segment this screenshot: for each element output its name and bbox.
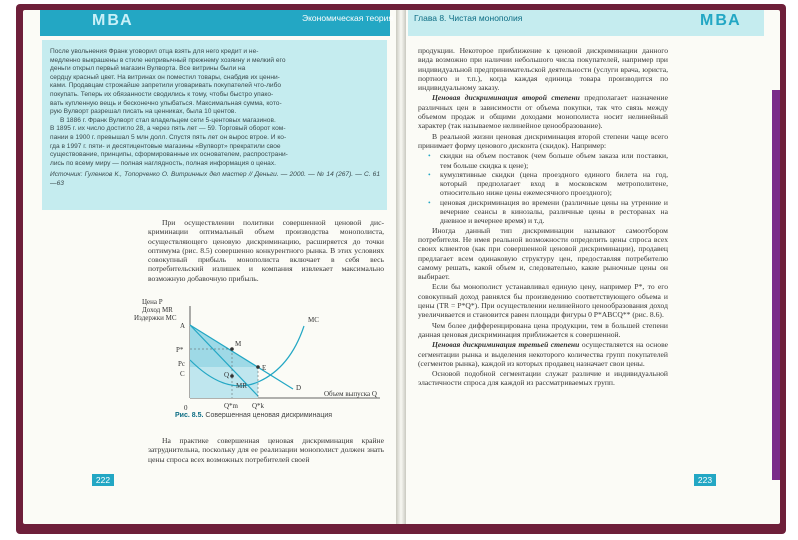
left-paragraph-2: На практике совершенная ценовая дискриминация крайне затруднительна, поскольку для ее реализации монополист должен знать цены спроса всех возможных потребителей своей [148, 436, 384, 464]
right-paragraph-7: Ценовая дискриминация третьей степени осуществляется на основе сегментации рынка и выделения некоторого количества групп покупателей (сегментов рынка), каждой из которых продавец назначает свои цены. [418, 340, 669, 368]
figure-caption: Рис. 8.5. Совершенная ценовая дискриминация [175, 412, 333, 419]
right-paragraph-8: Основой подобной сегментации служат различие и индивидуальной эластичности спроса для каждой из рассматриваемых групп. [418, 369, 668, 388]
point-q [230, 374, 234, 378]
left-header-logo: МВА [92, 12, 134, 29]
label-m: M [235, 340, 242, 348]
sidebar-box-line: В 1886 г. Франк Вулворт стал владельцем сети 5-центовых магазинов. [60, 116, 276, 124]
list-item: • скидки на объем поставок (чем больше объем заказа или поставки, тем больше скидка к цене); [438, 151, 668, 170]
sidebar-box-line: существование, принципы, сформированные их основателем, распространи- [50, 151, 288, 159]
sidebar-box-line: вать купленную вещь и бесконечно улыбаться. Максимальная сумма, кото- [50, 99, 282, 107]
sidebar-box-line: гда в 1997 г. пяти- и десятицентовые магазины «Вулворт» прекратили свое [50, 142, 281, 150]
list-item: • ценовая дискриминация во времени (различные цены на утренние и вечерние сеансы в кинозалы, различные цены в ресторанах на дневное и вечернее время) и т.д. [438, 198, 668, 226]
right-paragraph-1: продукции. Некоторое приближение к ценовой дискриминации данного вида возможно при наличии небольшого числа покупателей, например при индивидуальной предпринимательской деятельности (услуги врача, юриста, портного и т.п.), когда каждая единица товара производится по индивидуальному заказу. [418, 46, 668, 93]
book-gutter [396, 10, 406, 524]
right-running-title: Глава 8. Чистая монополия [414, 13, 523, 23]
label-q: Q [224, 371, 230, 379]
tick-qm: Q*m [224, 402, 238, 410]
sidebar-box-line: лись по всему миру — полная наглядность, полная информация о ценах. [50, 159, 276, 167]
left-page-number: 222 [92, 474, 114, 486]
origin-label: 0 [184, 404, 188, 412]
sidebar-box-line: сердцу красный цвет. На витринах он поместил товары, снабдив их ценни- [50, 73, 280, 81]
figure-8-5-chart [108, 298, 398, 416]
left-running-title: Экономическая теория [302, 13, 393, 23]
sidebar-box-line: В 1895 г. их число достигло 28, а через пять лет — 59. Торговый оборот ком- [50, 125, 286, 133]
sidebar-box-line: После увольнения Франк уговорил отца взять для него кредит и не- [50, 48, 259, 55]
tick-c: C [180, 370, 185, 378]
right-paragraph-3: В реальной жизни ценовая дискриминация второй степени чаще всего принимает форму ценового дисконта (скидок). Например: [418, 131, 668, 150]
tick-pc: Pc [178, 360, 185, 368]
label-d: D [296, 384, 302, 392]
sidebar-box-line: ками. Продавцам строжайше запретили уговаривать покупателей что-либо [50, 82, 282, 90]
right-paragraph-5: Если бы монополист устанавливал единую цену, например P*, то его совокупный доход равнялся бы произведению соответствующего объема и цены (TR = P*Q*). При осуществлении нелинейного ценообразования доход увеличивается и становится равен площади фигуры 0 P*ABCQ** (рис. 8.6). [418, 282, 668, 320]
point-m [230, 347, 234, 351]
y-axis-label-price: Цена P [142, 298, 163, 306]
sidebar-box-line: покупать. Теперь их обязанности сводились к тому, чтобы быстро упако- [50, 90, 274, 98]
label-e: E [262, 364, 267, 372]
left-paragraph-1: При осуществлении политики совершенной ценовой дискриминации оптимальный объем производства монополиста, осуществляющего ценовую дискриминацию, расширяется до точки оптимума (рис. 8.5) совершенно конкурентного рынка. В этих условиях совокупный прибыль монополиста включает в себя весь потребительский излишек и компания извлекает максимально возможную добавочную прибыль. [148, 218, 384, 283]
tick-a: A [180, 322, 186, 330]
y-axis-label-cost: Издержки MC [134, 314, 177, 322]
sidebar-box-text [50, 48, 380, 189]
sidebar-box-line: медленно выкрашены в стиле непривычный прежнему хозяину и мелкий его [50, 56, 286, 64]
discount-list [438, 151, 668, 225]
right-edge-strip [772, 90, 780, 480]
sidebar-box-line: рую Вулворт разрешал писать на ценниках, была 10 центов. [50, 108, 237, 116]
right-text-column [418, 46, 668, 389]
sidebar-box [42, 40, 387, 210]
y-axis-label-revenue: Доход MR [142, 306, 173, 314]
tick-pstar: P* [176, 346, 184, 354]
label-mc: MC [308, 316, 319, 324]
right-paragraph-6: Чем более дифференцирована цена продукции, тем в большей степени данная ценовая дискриминация приближается к совершенной. [418, 320, 668, 339]
right-page-number: 223 [694, 474, 716, 486]
list-item: • кумулятивные скидки (цена проездного единого билета на год, который предполагает вход в московском метрополитене, относительно ниже цены ежемесячного проездного); [438, 170, 668, 198]
sidebar-box-source: Источник: Гуленков К., Топорченко О. Витринных дел мастер // Деньги. — 2000. — № 14 (267). — С. 61—63 [50, 171, 380, 187]
point-e [256, 365, 260, 369]
right-paragraph-2: Ценовая дискриминация второй степени предполагает назначение различных цен в зависимости от объема покупки, так что связь между объемом продаж и общими доходами монополиста носит нелинейный характер (так называемое нелинейное ценообразование). [418, 93, 668, 131]
label-mr: MR [236, 382, 247, 390]
x-axis-label: Объем выпуска Q [324, 390, 377, 398]
right-paragraph-4: Иногда данный тип дискриминации называют самоотбором потребителя. Не имея реальной возможности определить цены спроса всех своих клиентов (как при совершенной ценовой дискриминации), продавец предлагает всем одинаковую структуру цен, предоставляя потребителю самому решать, какой объем и, следовательно, какие рыночные цены он выбирает. [418, 225, 668, 282]
sidebar-box-line: деньги открыл первый магазин Вулворта. Все витрины были на [50, 65, 246, 73]
right-header-logo: МВА [700, 12, 742, 29]
tick-qk: Q*k [252, 402, 265, 410]
sidebar-box-line: пании в 1900 г. превышал 5 млн долл. Спустя пять лет он вырос втрое. И ко- [50, 133, 287, 141]
